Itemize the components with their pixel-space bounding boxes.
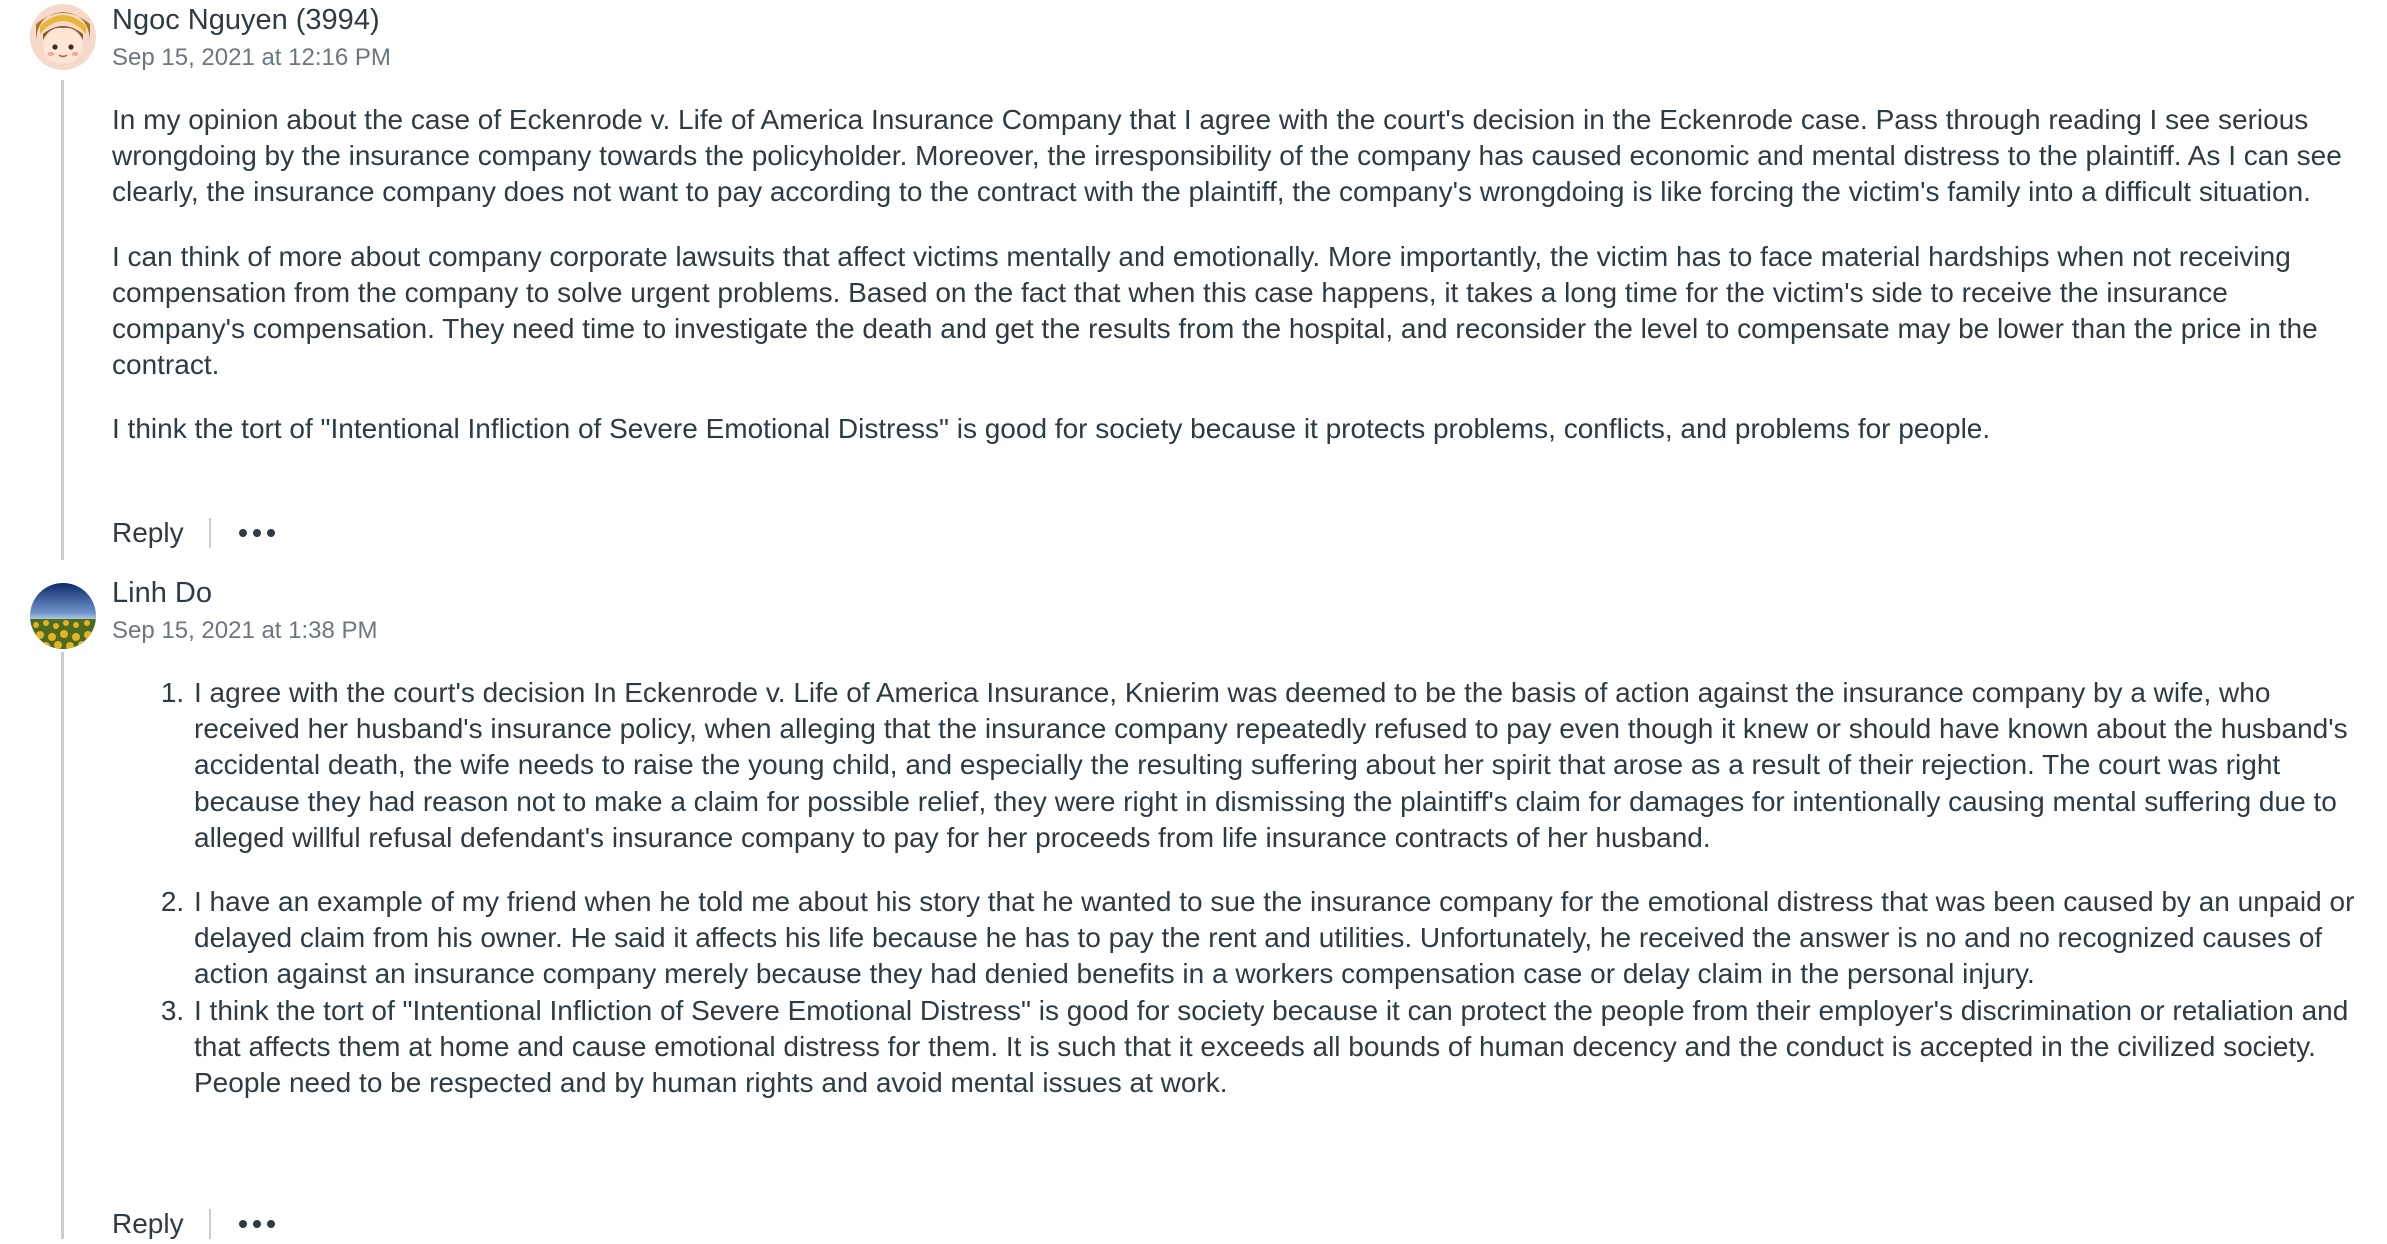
avatar-sunflower-field-icon [30, 583, 96, 649]
post-body [112, 675, 2362, 1101]
post-body [112, 102, 2362, 476]
post-paragraph: I think the tort of "Intentional Infliction of Severe Emotional Distress" is good for society because it protects problems, conflicts, and problems for people. [112, 413, 1991, 445]
post-actions [112, 1204, 277, 1244]
post-date: Sep 15, 2021 at 1:38 PM [112, 617, 378, 644]
avatar[interactable] [30, 583, 96, 649]
author-name[interactable]: Linh Do [112, 577, 212, 609]
list-item: 2. I have an example of my friend when he told me about his story that he wanted to sue the insurance company for the emotional distress that was been caused by an unpaid or delayed claim from his owner. He said it affects his life because he has to pay the rent and utilities. Unfortunately, he received the answer is no and no recognized causes of action against an insurance company merely because they had denied benefits in a workers compensation case or delay claim in the personal injury. [192, 884, 2362, 993]
action-divider [209, 518, 211, 548]
more-options-icon[interactable] [237, 523, 277, 543]
list-item: 3. I think the tort of "Intentional Infliction of Severe Emotional Distress" is good for society because it can protect the people from their employer's discrimination or retaliation and that affects them at home and cause emotional distress for them. It is such that it exceeds all bounds of human decency and the conduct is accepted in the civilized society. People need to be respected and by human rights and avoid mental issues at work. [192, 993, 2362, 1102]
reply-button[interactable]: Reply [112, 517, 184, 548]
reply-button[interactable]: Reply [112, 1208, 184, 1239]
list-item: 1. I agree with the court's decision In Eckenrode v. Life of America Insurance, Knierim was deemed to be the basis of action against the insurance company by a wife, who received her husband's insurance policy, when alleging that the insurance company repeatedly refused to pay even though it knew or should have known about the husband's accidental death, the wife needs to raise the young child, and especially the resulting suffering about her spirit that arose as a result of their rejection. The court was right because they had reason not to make a claim for possible relief, they were right in dismissing the plaintiff's claim for damages for intentionally causing mental suffering due to alleged willful refusal defendant's insurance company to pay for her proceeds from life insurance contracts of her husband. [192, 675, 2362, 856]
more-options-icon[interactable] [237, 1214, 277, 1234]
post-paragraph: In my opinion about the case of Eckenrode v. Life of America Insurance Company that I agree with the court's decision in the Eckenrode case. Pass through reading I see serious wrongdoing by the insurance company towards the policyholder. Moreover, the irresponsibility of the company has caused economic and mental distress to the plaintiff. As I can see clearly, the insurance company does not want to pay according to the contract with the plaintiff, the company's wrongdoing is like forcing the victim's family into a difficult situation. [112, 104, 2342, 208]
author-name[interactable]: Ngoc Nguyen (3994) [112, 4, 380, 36]
thread-line [61, 80, 64, 560]
post-actions [112, 513, 277, 553]
avatar-girl-icon [30, 4, 96, 70]
post-paragraph: I can think of more about company corporate lawsuits that affect victims mentally and emotionally. More importantly, the victim has to face material hardships when not receiving compensation from the company to solve urgent problems. Based on the fact that when this case happens, it takes a long time for the victim's side to receive the insurance company's compensation. They need time to investigate the death and get the results from the hospital, and reconsider the level to compensate may be lower than the price in the contract. [112, 240, 2318, 381]
action-divider [209, 1209, 211, 1239]
post-date: Sep 15, 2021 at 12:16 PM [112, 44, 391, 71]
thread-line [61, 652, 64, 1239]
numbered-list [112, 675, 2362, 1101]
avatar[interactable] [30, 4, 96, 70]
